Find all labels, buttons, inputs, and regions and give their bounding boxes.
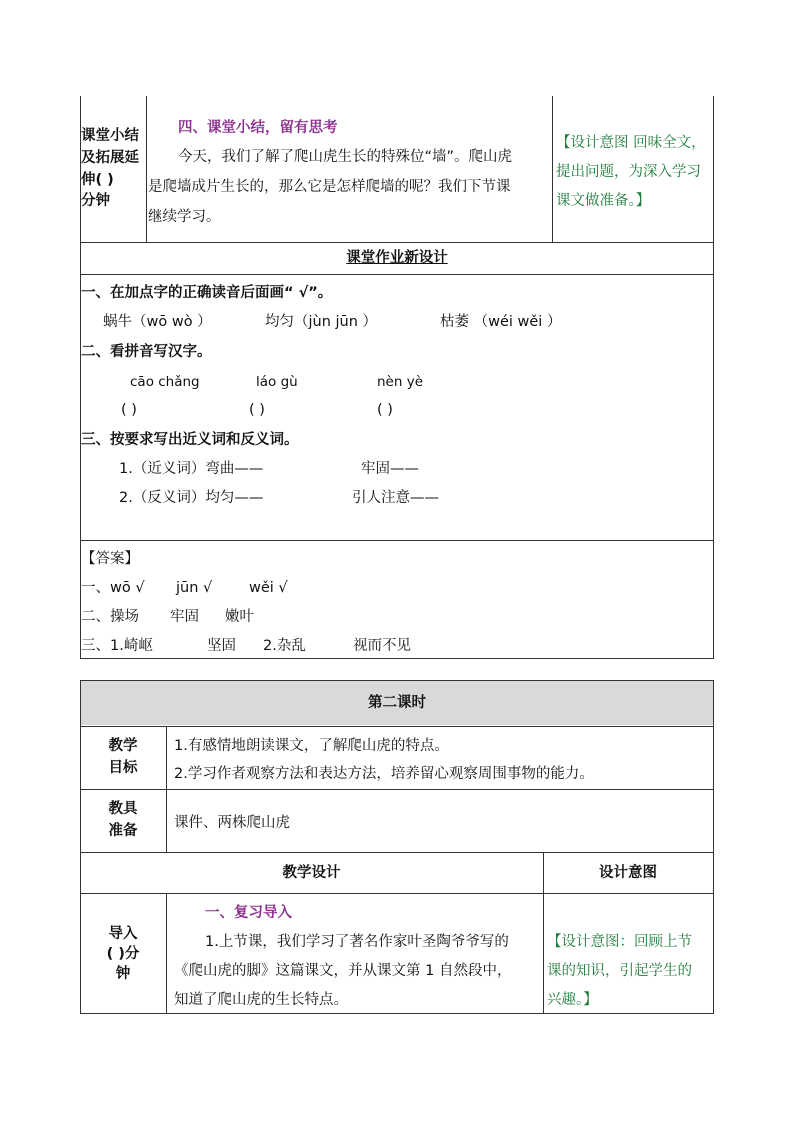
col-intent-header: 设计意图 [599, 865, 657, 881]
answer-item: 三、1.崎岖 [81, 638, 153, 654]
answer-item: 一、wō √ [81, 580, 145, 596]
q1-item: 枯萎 （wéi wěi ） [440, 314, 562, 330]
q3-item: 2.（反义词）均匀—— [119, 490, 264, 506]
col-design-header: 教学设计 [282, 865, 341, 881]
q3-item: 引人注意—— [352, 490, 439, 506]
answers-title: 【答案】 [81, 551, 139, 567]
homework-q2: 二、看拼音写汉字。 [81, 344, 212, 360]
answer-item: 二、操场 [81, 609, 139, 625]
q1-item: 蜗牛（wō wò ） [103, 314, 212, 330]
prep-label-line: 准备 [108, 823, 138, 839]
intro-intent-line: 【设计意图：回顾上节 [547, 934, 692, 950]
intro-text-line: 知道了爬山虎的生长特点。 [174, 992, 348, 1008]
q3-item: 牢固—— [361, 461, 419, 477]
q2-blank: ( ) [377, 402, 393, 418]
q2-pinyin: cāo chǎng [130, 374, 200, 390]
summary-label-line: 伸( ) [81, 172, 114, 188]
intro-intent-line: 课的知识，引起学生的 [547, 963, 692, 979]
intro-heading: 一、复习导入 [205, 905, 292, 921]
summary-heading: 四、课堂小结，留有思考 [178, 120, 338, 136]
intro-text-line: 《爬山虎的脚》这篇课文，并从课文第 1 自然段中， [174, 963, 512, 979]
answer-item: 2.杂乱 [263, 638, 306, 654]
answer-item: 牢固 [170, 609, 199, 625]
prep-label-line: 教具 [108, 801, 138, 817]
intro-label-line: 钟 [115, 966, 131, 982]
intro-label-line: 导入 [108, 926, 138, 942]
summary-intent-line: 提出问题，为深入学习 [556, 164, 701, 180]
answer-item: 坚固 [207, 638, 236, 654]
lesson-title: 第二课时 [368, 695, 426, 711]
summary-text-line: 今天，我们了解了爬山虎生长的特殊位“墙”。爬山虎 [178, 149, 513, 165]
homework-title: 课堂作业新设计 [346, 250, 448, 266]
answer-item: 嫩叶 [225, 609, 254, 625]
answer-item: jūn √ [176, 580, 213, 596]
prep-text: 课件、两株爬山虎 [174, 815, 290, 831]
homework-q3: 三、按要求写出近义词和反义词。 [81, 432, 299, 448]
goal-label-line: 教学 [108, 738, 138, 754]
intro-label-line: ( )分 [106, 946, 140, 962]
summary-text-line: 是爬墙成片生长的，那么它是怎样爬墙的呢？我们下节课 [148, 179, 511, 195]
goal-item: 2.学习作者观察方法和表达方法，培养留心观察周围事物的能力。 [174, 766, 594, 782]
q3-item: 1.（近义词）弯曲—— [119, 461, 264, 477]
q2-blank: ( ) [121, 402, 137, 418]
summary-label-line: 分钟 [81, 193, 110, 209]
goal-label-line: 目标 [108, 760, 138, 776]
homework-q1: 一、在加点字的正确读音后面画“ √”。 [81, 285, 333, 301]
summary-intent-line: 【设计意图 回味全文， [556, 135, 706, 151]
q2-pinyin: láo gù [256, 374, 298, 390]
summary-label-line: 课堂小结 [81, 128, 139, 144]
q2-blank: ( ) [249, 402, 265, 418]
intro-intent-line: 兴趣。】 [547, 992, 598, 1008]
goal-item: 1.有感情地朗读课文，了解爬山虎的特点。 [174, 738, 449, 754]
summary-text-line: 继续学习。 [148, 209, 221, 225]
intro-text-line: 1.上节课，我们学习了著名作家叶圣陶爷爷写的 [205, 934, 509, 950]
q1-item: 均匀（jùn jūn ） [265, 314, 378, 330]
answer-item: wěi √ [249, 580, 288, 596]
summary-label-line: 及拓展延 [81, 150, 139, 166]
answer-item: 视而不见 [353, 638, 411, 654]
q2-pinyin: nèn yè [377, 374, 424, 390]
summary-intent-line: 课文做准备。】 [556, 193, 651, 209]
